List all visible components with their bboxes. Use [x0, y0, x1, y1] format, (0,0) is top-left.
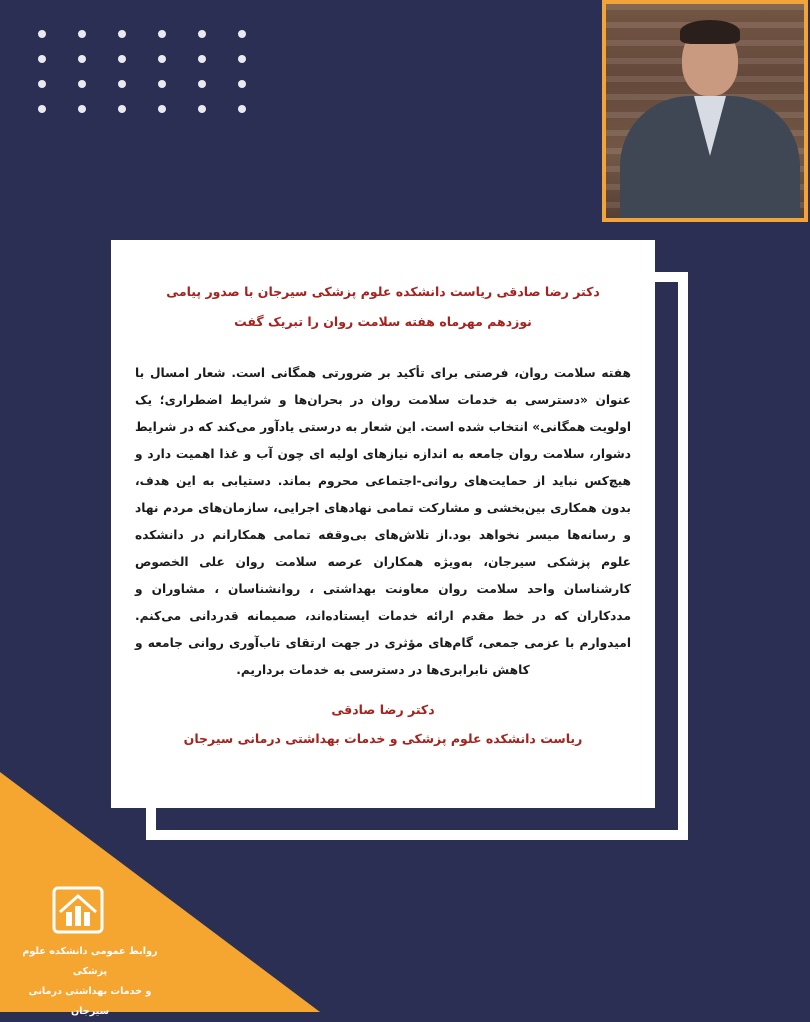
decorative-dot: [158, 55, 166, 63]
decorative-dot: [238, 105, 246, 113]
footer-line2: و خدمات بهداشتی درمانی سیرجان: [28, 986, 152, 1017]
portrait-frame: [602, 0, 808, 222]
decorative-dot: [38, 30, 46, 38]
decorative-dot: [198, 55, 206, 63]
decorative-dot: [118, 55, 126, 63]
decorative-dot: [78, 80, 86, 88]
decorative-dot: [198, 105, 206, 113]
decorative-dot: [38, 105, 46, 113]
decorative-dot: [158, 105, 166, 113]
decorative-dot: [78, 105, 86, 113]
signature-name: دکتر رضا صادقی: [331, 702, 435, 717]
footer-line1: روابط عمومی دانشکده علوم پزشکی: [22, 946, 158, 977]
decorative-dot: [238, 80, 246, 88]
decorative-dot: [38, 55, 46, 63]
decorative-dot: [198, 80, 206, 88]
decorative-dot: [78, 30, 86, 38]
decorative-dot: [238, 30, 246, 38]
university-logo-icon: [50, 882, 106, 938]
footer-caption: [10, 942, 170, 1022]
decorative-dot: [198, 30, 206, 38]
decorative-dot: [238, 55, 246, 63]
decorative-dot: [78, 55, 86, 63]
article-body: هفته سلامت روان، فرصتی برای تأکید بر ضرورتی همگانی است. شعار امسال با عنوان «دسترسی به خدمات سلامت روان در بحران‌ها و شرایط اضطراری؛ یک اولویت همگانی» انتخاب شده است. این شعار به درستی یادآور می‌کند که در شرایط دشوار، سلامت روان جامعه به اندازه نیازهای اولیه ای چون آب و غذا اهمیت دارد و هیچ‌کس نباید از حمایت‌های روانی-اجتماعی محروم بماند. دستیابی به این هدف، بدون همکاری بین‌بخشی و مشارکت تمامی نهادهای اجرایی، سازمان‌های مردم نهاد و رسانه‌ها میسر نخواهد بود.از تلاش‌های بی‌وقفه تمامی همکارانم در دانشکده علوم پزشکی سیرجان، به‌ویژه همکاران عرصه سلامت روان علی الخصوص کارشناسان واحد سلامت روان معاونت بهداشتی ، روانشناسان ، مشاوران و مددکاران که در خط مقدم ارائه خدمات ایستاده‌اند، صمیمانه قدردانی می‌کنم. امیدوارم با عزمی جمعی، گام‌های مؤثری در جهت ارتقای تاب‌آوری روانی جامعه و کاهش نابرابری‌ها در دسترسی به خدمات برداریم.: [135, 366, 631, 677]
article-title-line1: دکتر رضا صادقی ریاست دانشکده علوم پزشکی سیرجان با صدور پیامی: [166, 284, 600, 299]
signature-role: ریاست دانشکده علوم پزشکی و خدمات بهداشتی درمانی سیرجان: [183, 731, 583, 746]
message-card: [111, 240, 655, 808]
decorative-dots: [38, 30, 258, 120]
decorative-dot: [158, 80, 166, 88]
decorative-dot: [118, 80, 126, 88]
decorative-dot: [118, 105, 126, 113]
portrait-photo: [606, 4, 804, 218]
decorative-dot: [158, 30, 166, 38]
decorative-dot: [38, 80, 46, 88]
decorative-dot: [118, 30, 126, 38]
article-title-line2: نوزدهم مهرماه هفته سلامت روان را تبریک گفت: [234, 314, 532, 329]
